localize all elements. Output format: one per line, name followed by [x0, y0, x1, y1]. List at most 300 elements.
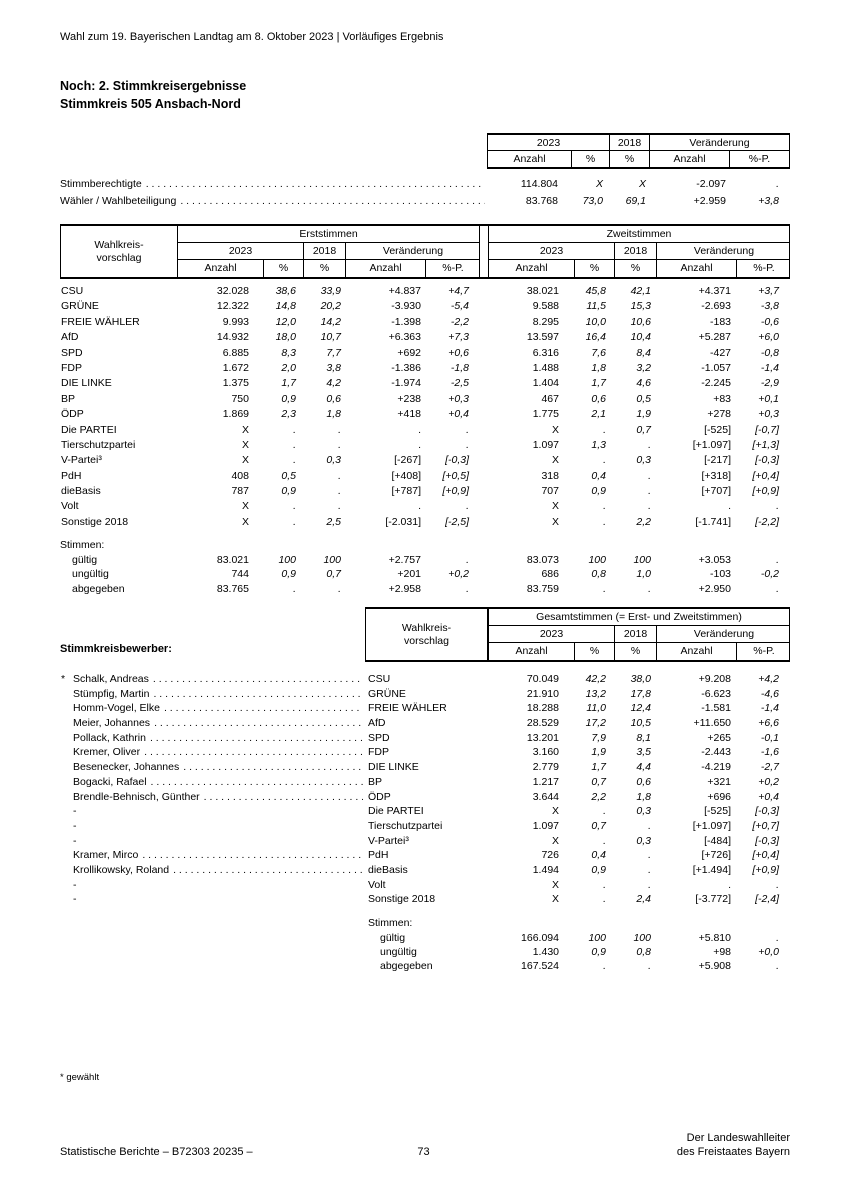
- party-name: GRÜNE: [368, 687, 406, 700]
- table-row: [60, 469, 790, 484]
- dot-leader: [146, 176, 485, 193]
- table-row: [60, 848, 790, 863]
- zweit-change-pctp: -3,8: [760, 300, 779, 313]
- gesamt-anzahl-2023: 3.644: [532, 790, 559, 803]
- erst-pct-2023: 38,6: [275, 285, 296, 297]
- zweit-change-anzahl: -103: [709, 568, 731, 581]
- zweit-pct-2023: .: [603, 500, 606, 513]
- zweit-pct-2018: .: [648, 469, 651, 482]
- gesamt-pct-2023: 13,2: [585, 687, 606, 700]
- erst-change-anzahl: +201: [397, 568, 421, 581]
- erst-change-pctp: .: [466, 500, 469, 513]
- value-change-pctp: .: [776, 178, 779, 190]
- col-header-veraenderung: Veränderung: [345, 243, 480, 260]
- gesamt-change-pctp: -1,6: [760, 746, 779, 759]
- col-header-anzahl: Anzahl: [204, 262, 237, 274]
- zweit-pct-2023: 11,5: [586, 300, 606, 313]
- column-gap: [480, 453, 488, 468]
- erst-pct-2018: .: [338, 438, 341, 451]
- table-row: [60, 863, 790, 878]
- zweit-pct-2018: 100: [633, 553, 651, 566]
- col-header-pctp: %-P.: [729, 151, 789, 167]
- zweit-pct-2023: 10,0: [585, 315, 606, 328]
- value-pct-2023: 73,0: [582, 195, 603, 207]
- candidate-name: Brendle-Behnisch, Günther: [73, 790, 200, 803]
- zweit-pct-2018: 1,9: [636, 408, 651, 421]
- table-row: [60, 553, 790, 567]
- gesamt-anzahl-2023: X: [551, 893, 559, 906]
- erst-change-pctp: .: [466, 582, 469, 595]
- column-gap: [480, 284, 488, 299]
- dot-leader: [150, 731, 363, 746]
- candidate-name-cell: [73, 687, 365, 702]
- table-row: [60, 959, 790, 973]
- gesamt-anzahl-2023: 28.529: [526, 717, 559, 730]
- zweit-pct-2018: 0,7: [636, 423, 651, 436]
- erst-change-pctp: [+0,9]: [442, 485, 469, 498]
- column-gap: [480, 330, 488, 345]
- party-name: FREIE WÄHLER: [61, 315, 140, 328]
- col-header-pct: %: [571, 151, 609, 167]
- gesamt-pct-2023: 0,7: [591, 775, 606, 788]
- col-header-pctp: %-P.: [736, 260, 791, 277]
- zweit-change-anzahl: +83: [713, 392, 731, 405]
- table-row: [60, 672, 790, 687]
- erst-pct-2023: 0,9: [281, 568, 296, 581]
- col-header-pctp: %-P.: [425, 260, 480, 277]
- zweit-pct-2023: 16,4: [585, 331, 606, 344]
- zweit-pct-2018: 10,4: [630, 331, 651, 344]
- zweit-change-pctp: +0,3: [758, 408, 779, 421]
- gesamt-anzahl-2023: 1.430: [532, 945, 559, 958]
- footer-publisher-line2: des Freistaates Bayern: [676, 1146, 790, 1158]
- zweit-change-pctp: [-0,7]: [755, 423, 779, 436]
- elected-marker: [60, 701, 73, 716]
- col-header-pct: %: [614, 643, 656, 660]
- party-name: V-Partei³: [61, 454, 102, 467]
- zweit-pct-2023: 1,7: [591, 377, 606, 390]
- erst-anzahl-2023: 12.322: [216, 300, 249, 313]
- gesamt-pct-2018: 17,8: [630, 687, 651, 700]
- candidate-name-cell: [73, 701, 365, 716]
- erst-pct-2023: 12,0: [275, 315, 296, 328]
- erst-change-anzahl: +2.958: [388, 582, 421, 595]
- table-row: [60, 438, 790, 453]
- zweit-pct-2018: 1,0: [636, 568, 651, 581]
- gesamt-anzahl-2023: 13.201: [526, 731, 559, 744]
- candidates-stimmen-rows: [60, 931, 790, 974]
- zweit-anzahl-2023: 83.759: [526, 582, 559, 595]
- candidate-name: -: [73, 893, 77, 906]
- dot-leader: [142, 848, 363, 863]
- gesamt-pct-2023: 42,2: [585, 673, 606, 685]
- table-row: [60, 299, 790, 314]
- erst-change-anzahl: +418: [397, 408, 421, 421]
- col-header-anzahl: Anzahl: [515, 645, 548, 657]
- zweit-pct-2023: .: [603, 582, 606, 595]
- erst-pct-2018: 7,7: [326, 346, 341, 359]
- party-name: Die PARTEI: [61, 423, 117, 436]
- zweit-pct-2023: 0,9: [591, 485, 606, 498]
- zweit-change-pctp: -0,8: [760, 346, 779, 359]
- report-title-line1: Noch: 2. Stimmkreisergebnisse: [60, 79, 247, 93]
- erst-change-pctp: [-2,5]: [445, 515, 469, 528]
- zweit-pct-2023: 0,4: [591, 469, 606, 482]
- dot-leader: [180, 193, 485, 210]
- erst-pct-2023: 100: [278, 553, 296, 566]
- gesamt-change-pctp: .: [776, 931, 779, 944]
- zweit-pct-2023: 1,3: [591, 438, 606, 451]
- zweit-change-pctp: [+1,3]: [752, 438, 779, 451]
- gesamt-anzahl-2023: 3.160: [532, 746, 559, 759]
- gesamt-pct-2018: .: [648, 849, 651, 862]
- zweit-anzahl-2023: 6.316: [532, 346, 559, 359]
- gesamt-pct-2023: 11,0: [586, 702, 606, 715]
- candidate-name: Pollack, Kathrin: [73, 731, 146, 744]
- zweit-pct-2023: 45,8: [585, 285, 606, 297]
- table-row: [60, 819, 790, 834]
- zweit-pct-2023: 2,1: [591, 408, 606, 421]
- erst-anzahl-2023: 14.932: [216, 331, 249, 344]
- gesamt-change-pctp: [-0,3]: [755, 805, 779, 818]
- elected-marker: [60, 790, 73, 805]
- candidate-name: Kramer, Mirco: [73, 849, 139, 862]
- col-header-2018: 2018: [609, 135, 649, 151]
- erst-pct-2018: 0,7: [326, 568, 341, 581]
- gesamt-pct-2018: 3,5: [636, 746, 651, 759]
- zweit-change-pctp: -2,9: [760, 377, 779, 390]
- party-name: dieBasis: [61, 485, 101, 498]
- candidates-table-body: [60, 672, 790, 907]
- col-header-2023: 2023: [539, 245, 564, 257]
- table-row: [60, 330, 790, 345]
- party-name: BP: [368, 775, 383, 788]
- value-pct-2018: X: [638, 178, 646, 190]
- column-gap: [480, 299, 488, 314]
- table-row: [60, 878, 790, 893]
- candidate-name-cell: [73, 760, 365, 775]
- erst-change-pctp: +0,2: [448, 568, 469, 581]
- erst-pct-2018: 4,2: [326, 377, 341, 390]
- candidate-name: -: [73, 878, 77, 891]
- gesamt-change-anzahl: +9.208: [698, 673, 731, 685]
- zweit-pct-2018: .: [648, 485, 651, 498]
- zweit-anzahl-2023: 9.588: [532, 300, 559, 313]
- gesamt-change-anzahl: -1.581: [701, 702, 731, 715]
- gesamt-pct-2018: 10,5: [630, 717, 651, 730]
- zweit-change-anzahl: -427: [709, 346, 731, 359]
- col-header-2018: 2018: [614, 243, 656, 260]
- footer-publisher: [677, 1131, 790, 1159]
- zweit-anzahl-2023: 318: [541, 469, 559, 482]
- gesamt-change-pctp: .: [776, 960, 779, 973]
- value-anzahl-2023: 83.768: [525, 195, 558, 207]
- spacer: [73, 931, 365, 945]
- elected-marker: [60, 687, 73, 702]
- candidates-table-header: [365, 607, 790, 662]
- value-change-pctp: +3,8: [758, 195, 779, 207]
- elected-marker: [60, 731, 73, 746]
- zweit-pct-2018: 15,3: [630, 300, 651, 313]
- zweit-anzahl-2023: 467: [541, 392, 559, 405]
- erst-change-anzahl: -1.386: [391, 361, 421, 374]
- candidate-name-cell: [73, 848, 365, 863]
- group-header-zweitstimmen: Zweitstimmen: [489, 226, 789, 243]
- value-anzahl-2023: 114.804: [520, 178, 558, 190]
- column-gap: [480, 407, 488, 422]
- zweit-pct-2018: 10,6: [630, 315, 651, 328]
- zweit-pct-2018: 8,4: [636, 346, 651, 359]
- zweit-change-pctp: [-0,3]: [755, 454, 779, 467]
- gesamt-anzahl-2023: X: [551, 834, 559, 847]
- gesamt-pct-2023: 0,9: [591, 945, 606, 958]
- erst-pct-2018: 0,3: [326, 454, 341, 467]
- section-label-stimmkreisbewerber: Stimmkreisbewerber:: [60, 643, 172, 655]
- erst-change-anzahl: +238: [397, 392, 421, 405]
- erst-pct-2023: .: [293, 423, 296, 436]
- label-text: Wähler / Wahlbeteiligung: [60, 195, 177, 207]
- dot-leader: [204, 790, 363, 805]
- party-name: ÖDP: [61, 408, 84, 421]
- table-row: [60, 284, 790, 299]
- column-gap: [480, 438, 488, 453]
- table-row: [60, 701, 790, 716]
- col-header-pct: %: [303, 260, 345, 277]
- zweit-change-anzahl: +278: [707, 408, 731, 421]
- stimmen-row-label: ungültig: [380, 945, 417, 958]
- zweit-change-anzahl: -183: [709, 315, 731, 328]
- gesamt-pct-2018: .: [648, 960, 651, 973]
- party-name: Volt: [61, 500, 79, 513]
- party-name: Sonstige 2018: [368, 893, 436, 906]
- gesamt-change-anzahl: -6.623: [701, 687, 731, 700]
- elected-marker: [60, 804, 73, 819]
- zweit-change-anzahl: +5.287: [698, 331, 731, 344]
- gesamt-pct-2018: .: [648, 819, 651, 832]
- gesamt-change-pctp: [+0,4]: [752, 849, 779, 862]
- table-row: [60, 176, 790, 193]
- zweit-pct-2023: .: [603, 515, 606, 528]
- party-name: CSU: [61, 285, 84, 297]
- gesamt-change-anzahl: +98: [713, 945, 731, 958]
- erst-pct-2023: .: [293, 582, 296, 595]
- gesamt-change-anzahl: +5.810: [698, 931, 731, 944]
- zweit-pct-2018: 0,3: [636, 454, 651, 467]
- spacer: [60, 931, 73, 945]
- zweitstimmen-header-block: [488, 226, 790, 277]
- erst-change-anzahl: -3.930: [391, 300, 421, 313]
- gesamt-change-pctp: -4,6: [760, 687, 779, 700]
- erst-pct-2018: 2,5: [326, 515, 341, 528]
- erst-pct-2018: .: [338, 469, 341, 482]
- zweit-change-anzahl: [+318]: [701, 469, 731, 482]
- erst-anzahl-2023: 83.765: [216, 582, 249, 595]
- erst-change-anzahl: [+787]: [391, 485, 421, 498]
- erst-pct-2023: 0,5: [281, 469, 296, 482]
- gesamt-pct-2023: .: [603, 878, 606, 891]
- zweit-change-pctp: [-2,2]: [755, 515, 779, 528]
- erst-pct-2018: .: [338, 485, 341, 498]
- candidate-name-cell: [73, 878, 365, 893]
- column-gap: [480, 484, 488, 499]
- elected-marker: [60, 834, 73, 849]
- gesamt-change-pctp: -0,1: [760, 731, 779, 744]
- erst-change-anzahl: .: [418, 500, 421, 513]
- candidate-name-cell: [73, 834, 365, 849]
- gesamt-pct-2018: 12,4: [630, 702, 651, 715]
- gesamt-change-anzahl: [+1.494]: [692, 863, 731, 876]
- candidate-name-cell: [73, 819, 365, 834]
- col-header-pct: %: [574, 643, 614, 660]
- candidate-name: Besenecker, Johannes: [73, 761, 180, 774]
- zweit-anzahl-2023: 1.775: [532, 408, 559, 421]
- table-row: [60, 567, 790, 581]
- zweit-pct-2018: .: [648, 500, 651, 513]
- erst-change-pctp: .: [466, 423, 469, 436]
- gesamt-anzahl-2023: 726: [541, 849, 559, 862]
- spacer: [73, 945, 365, 959]
- gesamt-pct-2023: 1,9: [591, 746, 606, 759]
- candidate-name: Schalk, Andreas: [73, 673, 149, 685]
- candidate-name-cell: [73, 745, 365, 760]
- erst-anzahl-2023: X: [241, 515, 249, 528]
- elected-marker: [60, 775, 73, 790]
- column-gap: [480, 376, 488, 391]
- erst-change-pctp: -2,2: [450, 315, 469, 328]
- col-header-pct: %: [263, 260, 303, 277]
- candidate-name-cell: [73, 892, 365, 907]
- gesamt-anzahl-2023: 1.217: [532, 775, 559, 788]
- col-header-anzahl: Anzahl: [656, 643, 736, 660]
- summary-row-label: [60, 193, 487, 210]
- candidates-stimmen-section: [60, 916, 790, 974]
- erst-pct-2018: .: [338, 423, 341, 436]
- elected-marker: [60, 892, 73, 907]
- erst-change-anzahl: .: [418, 423, 421, 436]
- erst-anzahl-2023: 1.375: [222, 377, 249, 390]
- zweit-pct-2018: 2,2: [636, 515, 651, 528]
- zweit-anzahl-2023: 1.488: [532, 361, 559, 374]
- table-row: [60, 687, 790, 702]
- gesamt-change-pctp: [+0,9]: [752, 863, 779, 876]
- gesamt-change-pctp: [-0,3]: [755, 834, 779, 847]
- party-name: PdH: [368, 849, 389, 862]
- zweit-change-pctp: -0,2: [760, 568, 779, 581]
- erst-pct-2023: .: [293, 515, 296, 528]
- gesamt-pct-2018: 0,3: [636, 834, 651, 847]
- gesamt-pct-2018: 0,8: [636, 945, 651, 958]
- erst-anzahl-2023: X: [241, 438, 249, 451]
- erst-pct-2023: 2,3: [281, 408, 296, 421]
- party-name: FREIE WÄHLER: [368, 702, 447, 715]
- spacer: [73, 959, 365, 973]
- zweit-change-pctp: [+0,9]: [752, 485, 779, 498]
- zweit-pct-2023: 100: [588, 553, 606, 566]
- zweit-change-pctp: .: [776, 500, 779, 513]
- gesamt-change-anzahl: -2.443: [701, 746, 731, 759]
- candidate-name: -: [73, 805, 77, 818]
- erst-pct-2018: 20,2: [320, 300, 341, 313]
- table-row: [60, 804, 790, 819]
- elected-marker: [60, 760, 73, 775]
- column-gap: [480, 499, 488, 514]
- gesamt-change-anzahl: -4.219: [701, 761, 731, 774]
- candidate-name: Stümpfig, Martin: [73, 687, 150, 700]
- gesamt-change-anzahl: [+1.097]: [692, 819, 731, 832]
- erst-anzahl-2023: 83.021: [216, 553, 249, 566]
- gesamt-anzahl-2023: 167.524: [521, 960, 559, 973]
- erst-anzahl-2023: X: [241, 500, 249, 513]
- zweit-change-pctp: -0,6: [760, 315, 779, 328]
- erst-pct-2023: 1,7: [281, 377, 296, 390]
- gesamt-pct-2023: 7,9: [591, 731, 606, 744]
- erst-pct-2018: 1,8: [326, 408, 341, 421]
- party-name: FDP: [61, 361, 82, 374]
- zweit-anzahl-2023: 38.021: [526, 285, 559, 297]
- erst-change-anzahl: [-267]: [394, 454, 421, 467]
- table-row: [60, 423, 790, 438]
- zweit-change-anzahl: -1.057: [701, 361, 731, 374]
- erst-pct-2023: 18,0: [275, 331, 296, 344]
- zweit-change-pctp: .: [776, 553, 779, 566]
- document-header: Wahl zum 19. Bayerischen Landtag am 8. Oktober 2023 | Vorläufiges Ergebnis: [60, 31, 444, 43]
- party-name: SPD: [368, 731, 390, 744]
- erst-anzahl-2023: 32.028: [216, 285, 249, 297]
- gesamt-change-pctp: [+0,7]: [752, 819, 779, 832]
- erst-change-pctp: [+0,5]: [442, 469, 469, 482]
- erst-change-anzahl: [-2.031]: [385, 515, 421, 528]
- zweit-change-anzahl: [-217]: [704, 454, 731, 467]
- erst-anzahl-2023: 6.885: [222, 346, 249, 359]
- erst-change-anzahl: -1.974: [391, 377, 421, 390]
- erst-pct-2018: 3,8: [326, 361, 341, 374]
- report-title-line2: Stimmkreis 505 Ansbach-Nord: [60, 97, 241, 111]
- zweit-pct-2018: .: [648, 582, 651, 595]
- erst-pct-2023: 2,0: [281, 361, 296, 374]
- party-name: V-Partei³: [368, 834, 409, 847]
- col-header-2023: 2023: [539, 628, 564, 640]
- votes-table: [60, 224, 790, 596]
- votes-stimmen-section: [60, 538, 790, 596]
- votes-stimmen-rows: [60, 553, 790, 596]
- col-header-veraenderung: Veränderung: [649, 135, 789, 151]
- zweit-anzahl-2023: 707: [541, 485, 559, 498]
- party-name: Die PARTEI: [368, 805, 424, 818]
- elected-marker: [60, 716, 73, 731]
- gesamt-pct-2023: .: [603, 893, 606, 906]
- zweit-pct-2023: .: [603, 423, 606, 436]
- erst-pct-2023: .: [293, 500, 296, 513]
- erst-change-anzahl: +6.363: [388, 331, 421, 344]
- zweit-anzahl-2023: X: [551, 500, 559, 513]
- zweit-change-pctp: +0,1: [758, 392, 779, 405]
- col-header-2018: 2018: [303, 243, 345, 260]
- candidate-name: -: [73, 834, 77, 847]
- gesamt-change-pctp: -1,4: [760, 702, 779, 715]
- gesamt-change-anzahl: +321: [707, 775, 731, 788]
- zweit-change-anzahl: [-1.741]: [695, 515, 731, 528]
- gesamt-pct-2018: 0,3: [636, 805, 651, 818]
- erst-change-pctp: +0,3: [448, 392, 469, 405]
- label-text: Stimmberechtigte: [60, 178, 142, 190]
- erst-change-pctp: -2,5: [450, 377, 469, 390]
- gesamt-change-pctp: +0,4: [758, 790, 779, 803]
- stimmen-label: Stimmen:: [60, 539, 105, 552]
- col-header-anzahl: Anzahl: [513, 153, 546, 165]
- col-header-veraenderung: Veränderung: [656, 626, 791, 643]
- gesamt-pct-2018: 1,8: [636, 790, 651, 803]
- zweit-change-anzahl: +3.053: [698, 553, 731, 566]
